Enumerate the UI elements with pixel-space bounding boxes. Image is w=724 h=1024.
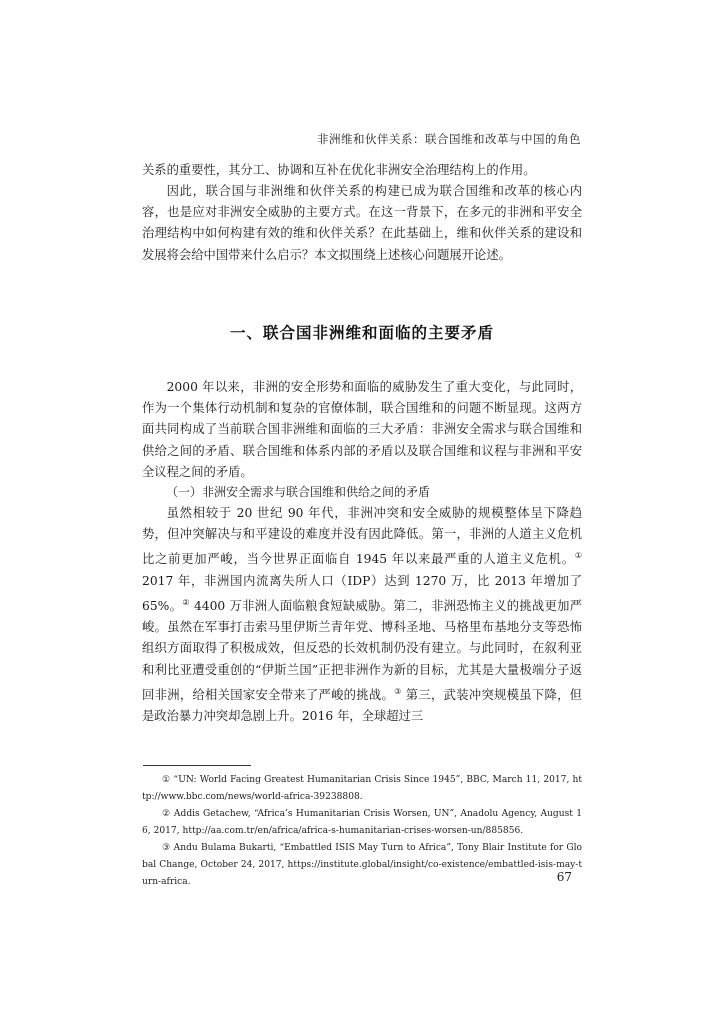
footnote-marker-2[interactable]: ② (182, 597, 190, 607)
paragraph-security-demand (142, 503, 582, 727)
subsection-heading: （一）非洲安全需求与联合国维和供给之间的矛盾 (166, 485, 431, 499)
running-head: 非洲维和伙伴关系：联合国维和改革与中国的角色 (317, 132, 581, 146)
footnote-marker-3[interactable]: ③ (394, 686, 402, 696)
footnotes (142, 772, 582, 891)
paragraph-text: 4400 万非洲人面临粮食短缺威胁。第二，非洲恐怖主义的挑战更加严峻。虽然在军事打击索马里伊斯兰青年党、博科圣地、马格里布基地分支等恐怖组织方面取得了积极成效，但反恐的长效机制仍没有建立。与此同时，在叙利亚和利比亚遭受重创的“伊斯兰国”正把非洲作为新的目标，尤其是大量极端分子返回非洲，给相关国家安全带来了严峻的挑战。 (142, 599, 582, 702)
section-title: 一、联合国非洲维和面临的主要矛盾 (229, 324, 494, 342)
footnote-mark: ① (162, 775, 171, 785)
footnote-1 (142, 772, 582, 806)
footnote-mark: ② (162, 809, 171, 819)
footnote-text: “UN: World Facing Greatest Humanitarian Crisis Since 1945”, BBC, March 11, 2017, http://www.bbc.com/news/world-africa-39238808. (142, 775, 583, 802)
page-number: 67 (556, 870, 572, 884)
paragraph-text: 第三，武装冲突规模虽下降，但是政治暴力冲突却急剧上升。2016 年，全球超过三 (142, 687, 582, 724)
footnote-3 (142, 840, 582, 891)
footnote-mark: ③ (162, 843, 171, 853)
paragraph-section-intro: 2000 年以来，非洲的安全形势和面临的威胁发生了重大变化，与此同时，作为一个集体行动机制和复杂的官僚体制，联合国维和的问题不断显现。这两方面共同构成了当前联合国非洲维和面临的三大矛盾：非洲安全需求与联合国维和供给之间的矛盾、联合国维和体系内部的矛盾以及联合国维和议程与非洲和平安全议程之间的矛盾。 (142, 380, 582, 479)
paragraph-text: 虽然相较于 20 世纪 90 年代，非洲冲突和安全威胁的规模整体呈下降趋势，但冲突解决与和平建设的难度并没有因此降低。第一，非洲的人道主义危机比之前更加严峻，当今世界正面临自 1945 年以来最严重的人道主义危机。 (142, 506, 582, 567)
footnote-2 (142, 806, 582, 840)
paragraph-intro-continued: 关系的重要性，其分工、协调和互补在优化非洲安全治理结构上的作用。 (142, 163, 536, 177)
footnote-marker-1[interactable]: ① (574, 551, 582, 561)
paragraph-intro-research-question: 因此，联合国与非洲维和伙伴关系的构建已成为联合国维和改革的核心内容，也是应对非洲安全威胁的主要方式。在这一背景下，在多元的非洲和平安全治理结构中如何构建有效的维和伙伴关系？在此基础上，维和伙伴关系的建设和发展将会给中国带来什么启示？本文拟围绕上述核心问题展开论述。 (142, 184, 582, 262)
footnote-text: Addis Getachew, “Africa’s Humanitarian Crisis Worsen, UN”, Anadolu Agency, August 16, 2017, http://aa.com.tr/en/africa/africa-s-humanitarian-crises-worsen-un/885856. (142, 809, 582, 836)
footnote-text: Andu Bulama Bukarti, “Embattled ISIS May Turn to Africa”, Tony Blair Institute for Global Change, October 24, 2017, https://institute.global/insight/co-existence/embattled-isis-may-turn-africa. (142, 843, 582, 887)
paragraph-text: 2017 年，非洲国内流离失所人口（IDP）达到 1270 万，比 2013 年增加了 65%。 (142, 573, 582, 613)
footnote-divider (143, 765, 251, 766)
